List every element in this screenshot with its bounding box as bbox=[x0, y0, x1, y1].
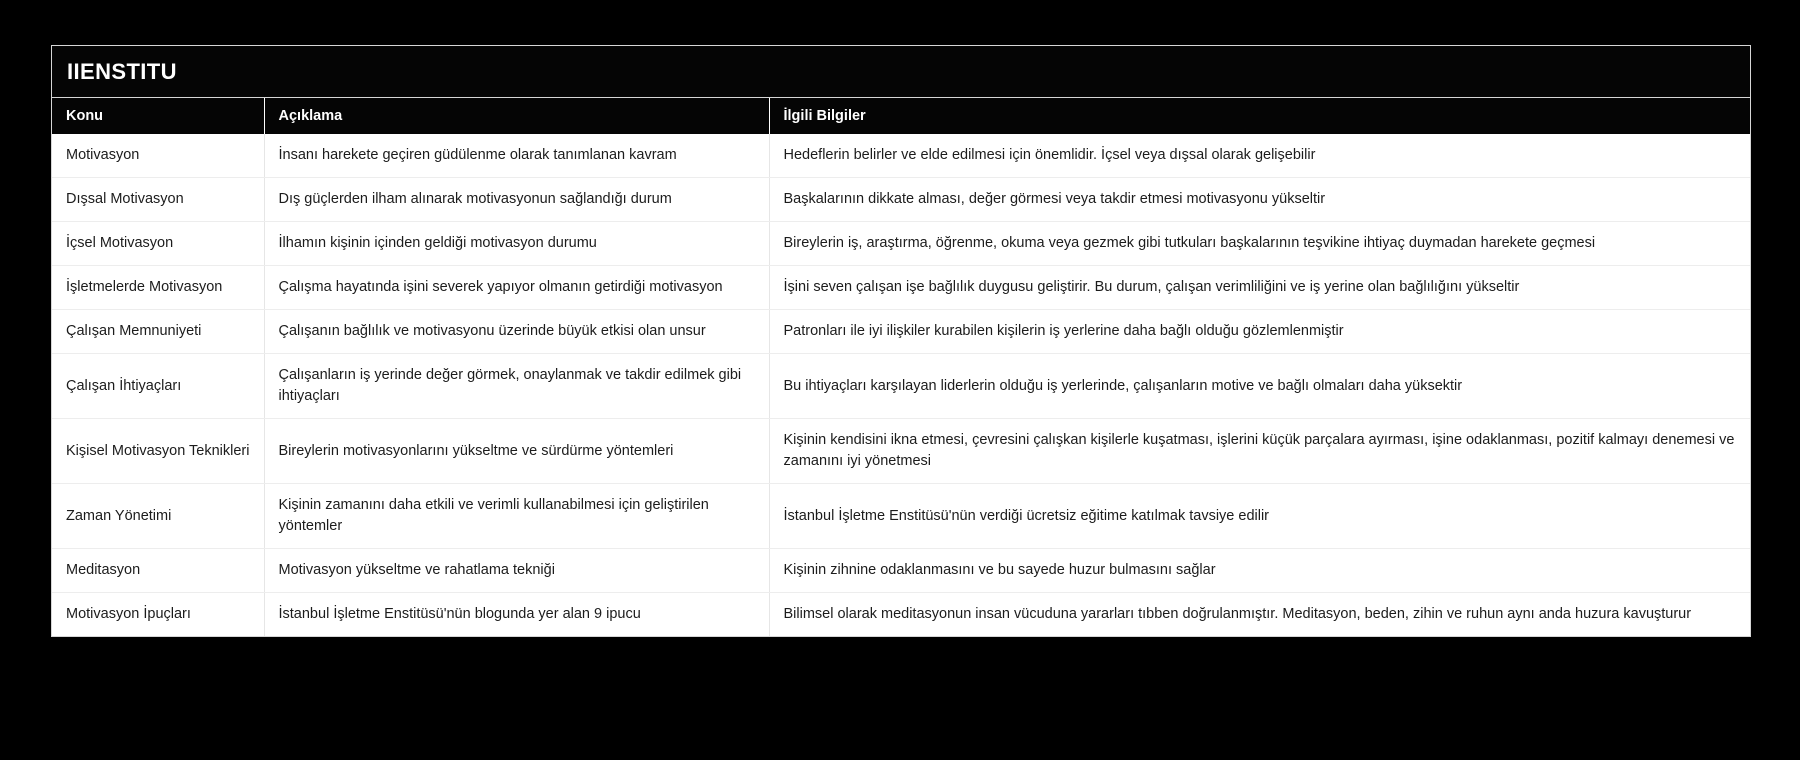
table-row bbox=[52, 266, 1750, 310]
cell-konu: Motivasyon bbox=[52, 134, 264, 178]
table-row bbox=[52, 484, 1750, 549]
table-row bbox=[52, 310, 1750, 354]
cell-aciklama: Çalışanın bağlılık ve motivasyonu üzerinde büyük etkisi olan unsur bbox=[264, 310, 769, 354]
table-row bbox=[52, 134, 1750, 178]
cell-ilgili: Başkalarının dikkate alması, değer görmesi veya takdir etmesi motivasyonu yükseltir bbox=[769, 178, 1750, 222]
cell-ilgili: İstanbul İşletme Enstitüsü'nün verdiği ücretsiz eğitime katılmak tavsiye edilir bbox=[769, 484, 1750, 549]
cell-konu: Dışsal Motivasyon bbox=[52, 178, 264, 222]
cell-konu: Çalışan Memnuniyeti bbox=[52, 310, 264, 354]
cell-konu: Çalışan İhtiyaçları bbox=[52, 354, 264, 419]
table-header-row bbox=[52, 98, 1750, 134]
cell-ilgili: Kişinin kendisini ikna etmesi, çevresini çalışkan kişilerle kuşatması, işlerini küçük parçalara ayırması, işine odaklanması, pozitif kalmayı denemesi ve zamanını iyi yönetmesi bbox=[769, 419, 1750, 484]
cell-konu: Motivasyon İpuçları bbox=[52, 593, 264, 637]
column-header-aciklama: Açıklama bbox=[264, 98, 769, 134]
cell-aciklama: Kişinin zamanını daha etkili ve verimli kullanabilmesi için geliştirilen yöntemler bbox=[264, 484, 769, 549]
cell-aciklama: Dış güçlerden ilham alınarak motivasyonun sağlandığı durum bbox=[264, 178, 769, 222]
cell-ilgili: İşini seven çalışan işe bağlılık duygusu geliştirir. Bu durum, çalışan verimliliğini ve iş yerine olan bağlılığını yükseltir bbox=[769, 266, 1750, 310]
cell-konu: Zaman Yönetimi bbox=[52, 484, 264, 549]
motivation-info-table bbox=[52, 98, 1750, 636]
table-row bbox=[52, 354, 1750, 419]
cell-aciklama: İnsanı harekete geçiren güdülenme olarak tanımlanan kavram bbox=[264, 134, 769, 178]
cell-aciklama: Çalışma hayatında işini severek yapıyor olmanın getirdiği motivasyon bbox=[264, 266, 769, 310]
table-row bbox=[52, 419, 1750, 484]
info-table-card bbox=[51, 45, 1751, 637]
table-row bbox=[52, 222, 1750, 266]
table-row bbox=[52, 549, 1750, 593]
table-body bbox=[52, 134, 1750, 636]
cell-ilgili: Hedeflerin belirler ve elde edilmesi için önemlidir. İçsel veya dışsal olarak gelişebilir bbox=[769, 134, 1750, 178]
cell-aciklama: İstanbul İşletme Enstitüsü'nün blogunda yer alan 9 ipucu bbox=[264, 593, 769, 637]
brand-title: IIENSTITU bbox=[67, 58, 177, 84]
table-row bbox=[52, 178, 1750, 222]
cell-konu: İçsel Motivasyon bbox=[52, 222, 264, 266]
cell-ilgili: Bireylerin iş, araştırma, öğrenme, okuma veya gezmek gibi tutkuları başkalarının teşvikine ihtiyaç duymadan harekete geçmesi bbox=[769, 222, 1750, 266]
cell-ilgili: Kişinin zihnine odaklanmasını ve bu sayede huzur bulmasını sağlar bbox=[769, 549, 1750, 593]
cell-aciklama: Motivasyon yükseltme ve rahatlama tekniği bbox=[264, 549, 769, 593]
column-header-ilgili-bilgiler: İlgili Bilgiler bbox=[769, 98, 1750, 134]
cell-konu: Kişisel Motivasyon Teknikleri bbox=[52, 419, 264, 484]
cell-aciklama: İlhamın kişinin içinden geldiği motivasyon durumu bbox=[264, 222, 769, 266]
table-row bbox=[52, 593, 1750, 637]
table-header bbox=[52, 98, 1750, 134]
brand-header bbox=[52, 46, 1750, 98]
cell-ilgili: Bilimsel olarak meditasyonun insan vücuduna yararları tıbben doğrulanmıştır. Meditasyon, beden, zihin ve ruhun aynı anda huzura kavuşturur bbox=[769, 593, 1750, 637]
cell-aciklama: Bireylerin motivasyonlarını yükseltme ve sürdürme yöntemleri bbox=[264, 419, 769, 484]
cell-ilgili: Bu ihtiyaçları karşılayan liderlerin olduğu iş yerlerinde, çalışanların motive ve bağlı olmaları daha yüksektir bbox=[769, 354, 1750, 419]
cell-konu: Meditasyon bbox=[52, 549, 264, 593]
cell-ilgili: Patronları ile iyi ilişkiler kurabilen kişilerin iş yerlerine daha bağlı olduğu gözlemlenmiştir bbox=[769, 310, 1750, 354]
cell-konu: İşletmelerde Motivasyon bbox=[52, 266, 264, 310]
column-header-konu: Konu bbox=[52, 98, 264, 134]
cell-aciklama: Çalışanların iş yerinde değer görmek, onaylanmak ve takdir edilmek gibi ihtiyaçları bbox=[264, 354, 769, 419]
